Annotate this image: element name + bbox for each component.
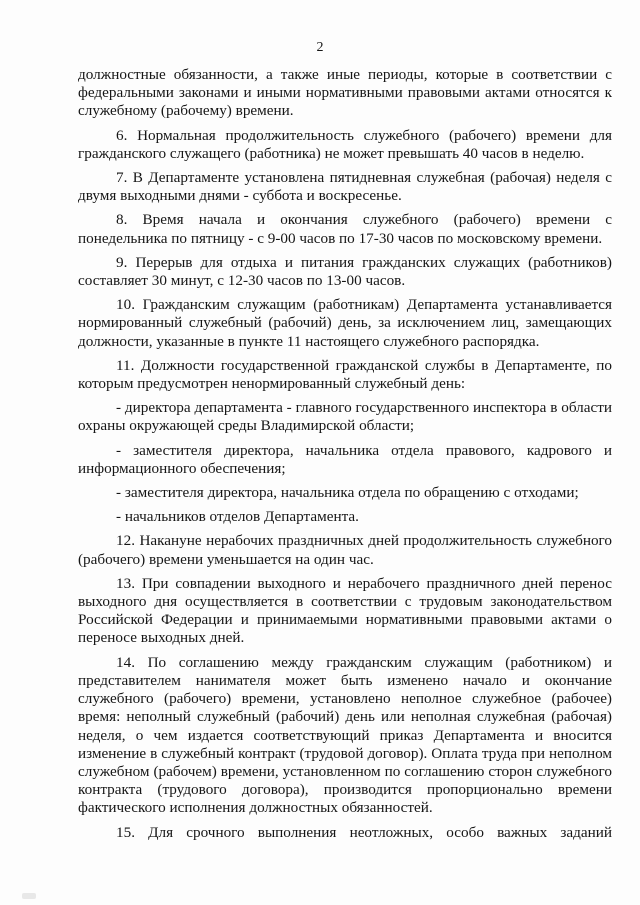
paragraph-15: 15. Для срочного выполнения неотложных, особо важных заданий: [116, 823, 612, 841]
paragraph-13: 13. При совпадении выходного и нерабочего праздничного дней перенос выходного дня осуществляется в соответствии с трудовым законодательством Российской Федерации и принимаемыми нормативными правовыми актами о переносе выходных дней.: [78, 574, 612, 647]
paragraph-11: 11. Должности государственной гражданской службы в Департаменте, по которым предусмотрен ненормированный служебный день:: [78, 356, 612, 393]
paragraph-9: 9. Перерыв для отдыха и питания гражданских служащих (работников) составляет 30 минут, с 12-30 часов по 13-00 часов.: [78, 253, 612, 290]
paragraph-10: 10. Гражданским служащим (работникам) Департамента устанавливается нормированный служебный (рабочий) день, за исключением лиц, замещающих должности, указанные в пункте 11 настоящего служебного распорядка.: [78, 296, 612, 350]
list-item-deputy-legal: - заместителя директора, начальника отдела правового, кадрового и информационного обеспечения;: [78, 441, 612, 477]
paragraph-12: 12. Накануне нерабочих праздничных дней продолжительность служебного (рабочего) времени уменьшается на один час.: [78, 532, 612, 568]
paragraph-6: 6. Нормальная продолжительность служебного (рабочего) времени для гражданского служащего (работника) не может превышать 40 часов в неделю.: [78, 126, 612, 162]
paragraph-continuation: должностные обязанности, а также иные периоды, которые в соответствии с федеральными законами и иными нормативными правовыми актами относятся к служебному (рабочему) времени.: [78, 66, 612, 120]
list-item-director: - директора департамента - главного государственного инспектора в области охраны окружающей среды Владимирской области;: [78, 399, 612, 435]
paragraph-8: 8. Время начала и окончания служебного (рабочего) времени с понедельника по пятницу - с 9-00 часов по 17-30 часов по московскому времени.: [78, 211, 612, 247]
document-body: [78, 66, 612, 842]
list-item-deputy-waste: - заместителя директора, начальника отдела по обращению с отходами;: [116, 484, 579, 502]
paragraph-14: 14. По соглашению между гражданским служащим (работником) и представителем нанимателя может быть изменено начало и окончание служебного (рабочего) времени, установлено неполное служебное (рабочее) время: неполный служебный (рабочий) день или неполная служебная (рабочая) неделя, о чем издается соответствующий приказ Департамента и вносится изменение в служебный контракт (трудовой договор). Оплата труда при неполном служебном (рабочем) времени, установленном по соглашению сторон служебного контракта (трудового договора), производится пропорционально времени фактического исполнения должностных обязанностей.: [78, 653, 612, 817]
scan-artifact: [22, 893, 36, 899]
page-number: 2: [316, 40, 324, 55]
paragraph-7: 7. В Департаменте установлена пятидневная служебная (рабочая) неделя с двумя выходными днями - суббота и воскресенье.: [78, 169, 612, 205]
list-item-department-heads: - начальников отделов Департамента.: [116, 508, 359, 526]
